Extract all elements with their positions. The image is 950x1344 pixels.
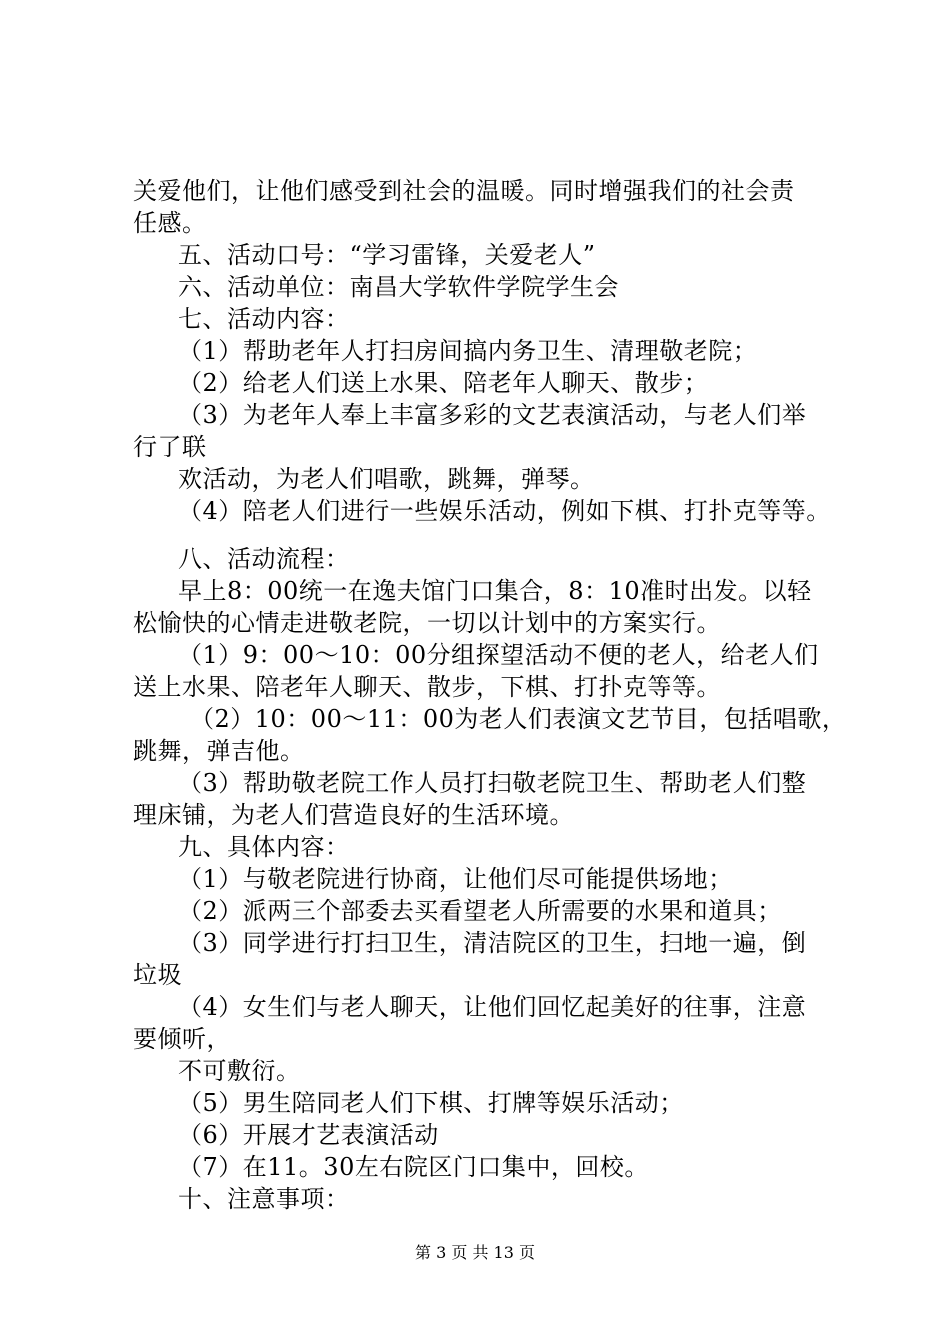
section-heading: 七、活动内容： — [178, 305, 350, 333]
list-item: （7）在11。30左右院区门口集中，回校。 — [178, 1153, 649, 1181]
text-line: 不可敷衍。 — [178, 1057, 301, 1085]
list-item: （1）9：00～10：00分组探望活动不便的老人，给老人们 — [178, 641, 819, 669]
list-item: （1）与敬老院进行协商，让他们尽可能提供场地； — [178, 865, 733, 893]
text-line: 任感。 — [133, 209, 207, 237]
list-item: （2）10：00～11：00为老人们表演文艺节目，包括唱歌， — [190, 705, 847, 733]
text-line: 要倾听， — [133, 1025, 231, 1053]
list-item: （3）同学进行打扫卫生，清洁院区的卫生，扫地一遍，倒 — [178, 929, 807, 957]
list-item: （1）帮助老年人打扫房间搞内务卫生、清理敬老院； — [178, 337, 758, 365]
list-item: （3）帮助敬老院工作人员打扫敬老院卫生、帮助老人们整 — [178, 769, 807, 797]
section-heading: 九、具体内容： — [178, 833, 350, 861]
text-line: 关爱他们，让他们感受到社会的温暖。同时增强我们的社会责 — [133, 177, 795, 205]
page-number-footer: 第 3 页 共 13 页 — [415, 1243, 535, 1262]
section-heading: 六、活动单位：南昌大学软件学院学生会 — [178, 273, 619, 301]
text-line: 松愉快的心情走进敬老院，一切以计划中的方案实行。 — [133, 609, 721, 637]
list-item: （2）派两三个部委去买看望老人所需要的水果和道具； — [178, 897, 782, 925]
list-item: （5）男生陪同老人们下棋、打牌等娱乐活动； — [178, 1089, 684, 1117]
text-line: 跳舞，弹吉他。 — [133, 737, 305, 765]
text-line: 垃圾 — [133, 961, 182, 989]
list-item: （2）给老人们送上水果、陪老年人聊天、散步； — [178, 369, 709, 397]
text-line: 欢活动，为老人们唱歌，跳舞，弹琴。 — [178, 465, 595, 493]
section-heading: 十、注意事项： — [178, 1185, 350, 1213]
section-heading: 五、活动口号：“学习雷锋，关爱老人” — [178, 241, 596, 269]
text-line: 行了联 — [133, 433, 207, 461]
list-item: （4）陪老人们进行一些娱乐活动，例如下棋、打扑克等等。 — [178, 497, 831, 525]
text-line: 早上8：00统一在逸夫馆门口集合，8：10准时出发。以轻 — [178, 577, 812, 605]
list-item: （4）女生们与老人聊天，让他们回忆起美好的往事，注意 — [178, 993, 807, 1021]
text-line: 理床铺，为老人们营造良好的生活环境。 — [133, 801, 574, 829]
list-item: （3）为老年人奉上丰富多彩的文艺表演活动，与老人们举 — [178, 401, 807, 429]
section-heading: 八、活动流程： — [178, 545, 350, 573]
text-line: 送上水果、陪老年人聊天、散步，下棋、打扑克等等。 — [133, 673, 721, 701]
list-item: （6）开展才艺表演活动 — [178, 1121, 439, 1149]
